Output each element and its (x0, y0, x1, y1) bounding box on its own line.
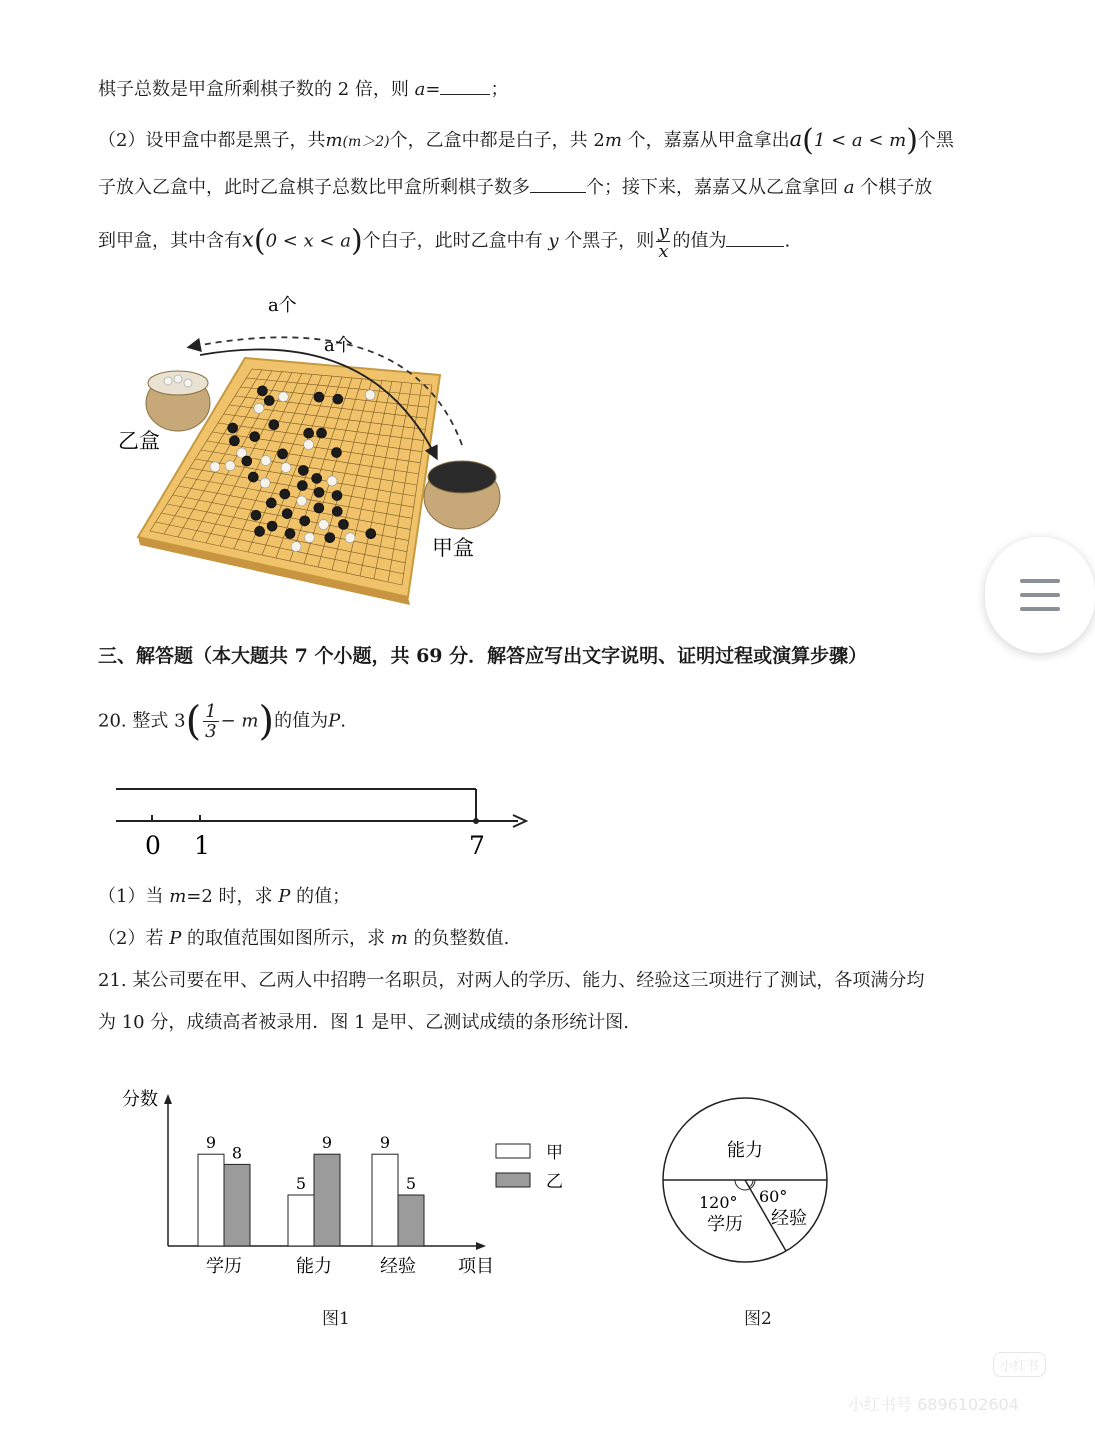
bar-value-label: 9 (379, 1133, 391, 1153)
bar-yi-2 (398, 1195, 424, 1246)
menu-button[interactable] (985, 537, 1095, 653)
q20-sub1: （1）当 m=2 时，求 P 的值； (98, 886, 351, 907)
pie-label-experience: 经验 (771, 1208, 807, 1229)
q19-line3: 子放入乙盒中，此时乙盒棋子总数比甲盒所剩棋子数多 个；接下来，嘉嘉又从乙盒拿回 a 个棋子放 (98, 174, 932, 202)
bar-value-label: 9 (205, 1133, 217, 1153)
bowl-jia (424, 461, 500, 529)
q19-line1: 棋子总数是甲盒所剩棋子数的 2 倍，则 a= ； (98, 76, 508, 104)
x-axis-arrow-icon (476, 1242, 486, 1250)
bar-jia-2 (372, 1154, 398, 1246)
q21-line2: 为 10 分，成绩高者被录用．图 1 是甲、乙测试成绩的条形统计图. (98, 1012, 629, 1033)
point-7 (473, 818, 479, 824)
q21-line1: 21. 某公司要在甲、乙两人中招聘一名职员，对两人的学历、能力、经验这三项进行了测试，各项满分均 (98, 970, 925, 991)
fig2-caption: 图2 (744, 1309, 772, 1329)
angle-label-120: 120° (699, 1193, 738, 1212)
bar-chart-fig1 (110, 1080, 563, 1290)
y-axis-arrow-icon (164, 1094, 172, 1104)
q19-line2: （2）设甲盒中都是黑子，共m(m＞2)个，乙盒中都是白子，共 2m 个，嘉嘉从甲盒拿出a(1 < a < m)个黑 (98, 123, 954, 158)
legend-swatch-yi (496, 1173, 530, 1187)
fig1-caption: 图1 (322, 1309, 350, 1329)
bowl-yi (146, 371, 210, 431)
answer-blank[interactable] (726, 228, 784, 247)
bar-value-label: 5 (295, 1174, 307, 1193)
bar-value-label: 5 (405, 1174, 417, 1193)
legend-label-jia: 甲 (546, 1143, 563, 1163)
pie-label-education: 学历 (707, 1214, 743, 1235)
category-label: 能力 (296, 1256, 332, 1277)
label-1: 1 (194, 831, 210, 860)
y-over-x-fraction: $\frac{y}{x}$ (658, 221, 669, 262)
arc-outer-label: a个 (268, 295, 297, 316)
go-board-figure (110, 285, 530, 605)
bar-yi-1 (314, 1154, 340, 1246)
bowl-yi-label: 乙盒 (118, 429, 160, 453)
x-axis-label: 项目 (458, 1256, 494, 1277)
answer-blank[interactable] (530, 174, 586, 193)
bar-jia-1 (288, 1195, 314, 1246)
pie-chart-fig2 (655, 1090, 835, 1270)
label-7: 7 (469, 831, 485, 860)
watermark-logo: 小红书 (993, 1352, 1046, 1377)
category-label: 经验 (380, 1256, 416, 1277)
q20-stem: 20. 整式 3( $\frac{1}{3}$ − m)的值为P. (98, 698, 346, 745)
bar-yi-0 (224, 1164, 250, 1246)
bar-value-label: 8 (231, 1143, 243, 1163)
watermark-text: 小红书号 6896102604 (848, 1395, 1019, 1414)
section-title: 三、解答题（本大题共 7 个小题，共 69 分．解答应写出文字说明、证明过程或演算步骤） (98, 645, 868, 667)
hamburger-menu-icon (1020, 579, 1060, 583)
arc-inner-label: a个 (324, 335, 353, 356)
angle-label-60: 60° (759, 1187, 788, 1206)
pie-label-ability: 能力 (727, 1140, 763, 1161)
legend-label-yi: 乙 (546, 1172, 563, 1192)
bowl-jia-label: 甲盒 (432, 536, 474, 560)
y-axis-label: 分数 (122, 1089, 158, 1110)
bar-jia-0 (198, 1154, 224, 1246)
label-0: 0 (145, 831, 161, 860)
q20-sub2: （2）若 P 的取值范围如图所示，求 m 的负整数值. (98, 928, 510, 949)
number-line (110, 780, 540, 865)
answer-blank[interactable] (440, 76, 490, 95)
bar-value-label: 9 (321, 1133, 333, 1153)
q19-line4: 到甲盒，其中含有x(0 < x < a)个白子，此时乙盒中有 y 个黑子，则 $\frac{y}{x}$ 的值为 . (98, 221, 791, 262)
legend-swatch-jia (496, 1144, 530, 1158)
category-label: 学历 (206, 1256, 242, 1277)
